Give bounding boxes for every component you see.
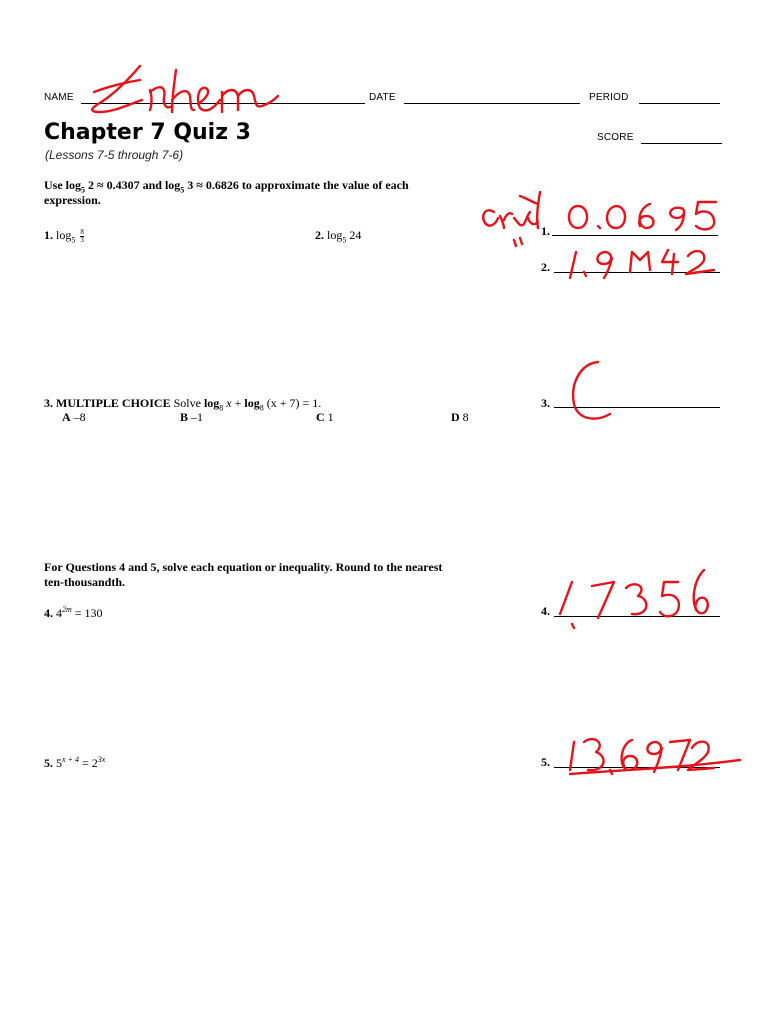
handwritten-answer-2 [570, 250, 714, 278]
answer-label-3: 3. [541, 396, 550, 410]
score-line [641, 143, 722, 144]
answer-line-2 [554, 272, 720, 273]
question-2: 2. $\log_5 24$ [315, 228, 362, 245]
answer-label-2: 2. [541, 260, 550, 274]
handwritten-answer-5 [570, 739, 740, 774]
instructions-line-2: expression. [44, 193, 101, 207]
answer-line-1 [552, 235, 718, 236]
question-5: 5. $5^{x + 4} = 2^{3x}$ [44, 755, 106, 770]
handwritten-name [92, 66, 278, 112]
date-label: DATE [369, 92, 396, 103]
choice-b: B –1 [180, 410, 204, 424]
fraction-8-3: $\frac{8}{3}$ [80, 227, 84, 244]
question-4: 4. $4^{2m} = 130$ [44, 605, 103, 620]
handwritten-answer-4 [560, 570, 708, 628]
question-3: 3. MULTIPLE CHOICE Solve $\log_8 x + \log_8 (x + 7) = 1$. [44, 396, 322, 413]
answer-line-5 [554, 767, 720, 768]
score-label: SCORE [597, 132, 634, 143]
handwritten-answer-1 [569, 202, 716, 230]
period-label: PERIOD [589, 92, 629, 103]
handwritten-note-around [483, 192, 540, 246]
period-line [639, 103, 720, 104]
answer-label-4: 4. [541, 604, 550, 618]
handwritten-answer-3 [573, 362, 610, 419]
date-line [404, 103, 580, 104]
instructions-2-line-1: For Questions 4 and 5, solve each equation or inequality. Round to the nearest [44, 560, 443, 574]
name-line [81, 103, 365, 104]
question-1: 1. $\log_5$ $\frac{8}{3}$ [44, 227, 84, 245]
choice-c: C 1 [316, 410, 334, 424]
answer-label-1: 1. [541, 224, 550, 238]
choice-d: D 8 [451, 410, 469, 424]
choice-a: A –8 [62, 410, 86, 424]
answer-line-3 [554, 407, 720, 408]
instructions-2-line-2: ten-thousandth. [44, 575, 126, 589]
page-title: Chapter 7 Quiz 3 [44, 120, 251, 145]
name-label: NAME [44, 92, 74, 103]
page-subtitle: (Lessons 7-5 through 7-6) [45, 148, 184, 162]
answer-label-5: 5. [541, 755, 550, 769]
instructions-line-1: Use $\log_5 2 \approx 0.4307$ and $\log_5 3 \approx 0.6826$ to approximate the value of each [44, 178, 409, 195]
answer-line-4 [554, 616, 720, 617]
